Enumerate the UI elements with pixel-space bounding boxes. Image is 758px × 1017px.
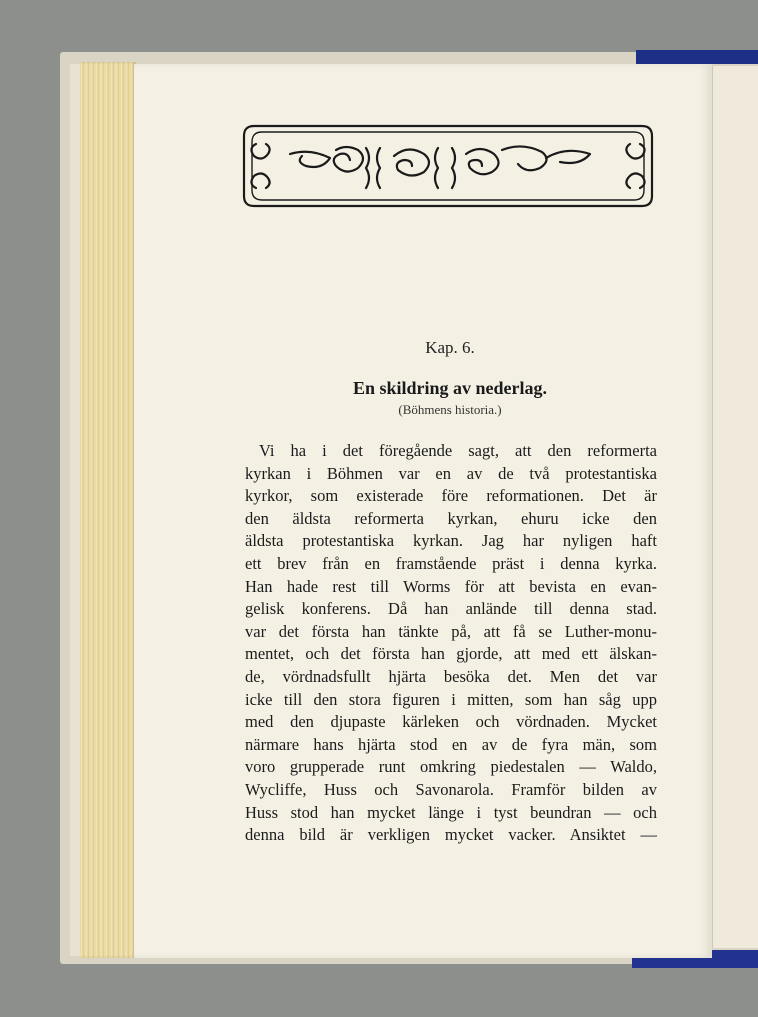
text-line: Han hade rest till Worms för att bevista en evan- [245, 576, 657, 596]
text-line: icke till den stora figuren i mitten, som han såg upp [245, 689, 657, 709]
next-page-edge [712, 66, 758, 948]
text-line: voro grupperade runt omkring piedestalen — Waldo, [245, 757, 657, 777]
text-line: äldsta protestantiska kyrkan. Jag har nyligen haft [245, 531, 657, 551]
page-stack [80, 62, 136, 958]
text-line: närmare hans hjärta stod en av de fyra män, som [245, 734, 657, 754]
chapter-title: En skildring av nederlag. [352, 378, 548, 398]
text-line: Huss stod han mycket länge i tyst beundran — och [245, 802, 657, 822]
text-line: Vi ha i det föregående sagt, att den reformerta [259, 441, 657, 460]
text-line: Wycliffe, Huss och Savonarola. Framför bilden av [245, 779, 657, 799]
text-line: de, vördnadsfullt hjärta besöka det. Men det var [245, 666, 657, 686]
text-line: kyrkor, som existerade före reformationen. Det är [245, 486, 657, 506]
text-line: denna bild är verkligen mycket vacker. Ansiktet — [245, 825, 657, 845]
text-line: den äldsta reformerta kyrkan, ehuru icke den [245, 508, 657, 528]
chapter-subtitle: (Böhmens historia.) [398, 402, 502, 417]
chapter-number: Kap. 6. [425, 338, 475, 357]
text-line: var det första han tänkte på, att få se Luther-monu- [245, 621, 657, 641]
text-line: mentet, och det första han gjorde, att med ett älskan- [245, 644, 657, 664]
text-line: ett brev från en framstående präst i denna kyrka. [245, 553, 657, 573]
text-line: med den djupaste kärleken och vördnaden. Mycket [245, 712, 657, 732]
headpiece-ornament-icon [240, 120, 656, 212]
text-line: kyrkan i Böhmen var en av de två protestantiska [245, 463, 657, 483]
cover-binding-top [636, 50, 758, 64]
text-line: gelisk konferens. Då han anlände till denna stad. [245, 599, 657, 619]
body-paragraph [245, 440, 657, 847]
